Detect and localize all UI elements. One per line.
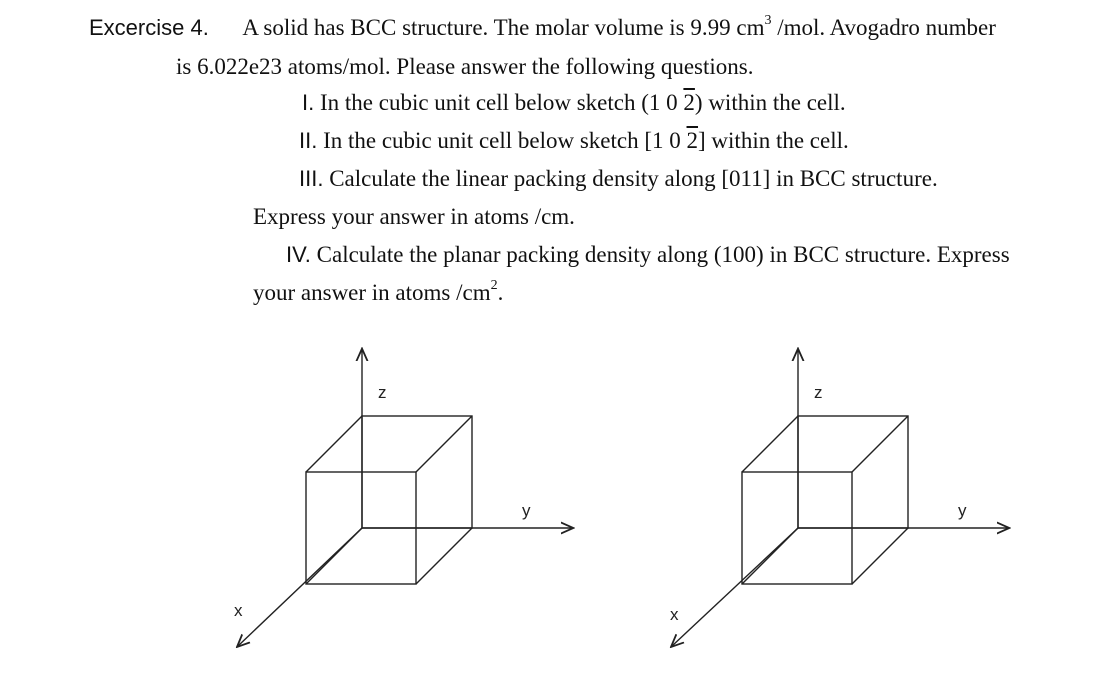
unit-cell-diagram-2: [658, 340, 1028, 660]
z-axis-label: z: [814, 383, 823, 402]
question-3-line2: Express your answer in atoms /cm.: [253, 204, 575, 229]
question-4: [286, 241, 1010, 269]
question-1: [302, 89, 846, 117]
question-3-numeral: III.: [299, 166, 324, 191]
question-1-bar-digit: 2: [683, 90, 695, 115]
question-1-text-before: In the cubic unit cell below sketch (1 0: [319, 90, 684, 115]
x-axis-label: x: [234, 601, 243, 620]
intro-text-tail: /mol. Avogadro number: [771, 15, 996, 40]
question-4-sup: 2: [490, 278, 498, 294]
intro-unit-sup: 3: [764, 13, 772, 29]
z-axis-label: z: [378, 383, 387, 402]
exercise-label: Excercise 4.: [89, 15, 209, 40]
x-axis: [672, 528, 798, 646]
question-4-text: Calculate the planar packing density along (100) in BCC structure. Express: [316, 242, 1010, 267]
question-4-line2-text: your answer in atoms /cm: [253, 280, 491, 305]
question-2: [299, 127, 849, 155]
question-3: [299, 165, 938, 193]
y-axis-label: y: [522, 501, 531, 520]
y-axis-label: y: [958, 501, 967, 520]
x-axis-label: x: [670, 605, 679, 624]
question-2-text-after: ] within the cell.: [698, 128, 849, 153]
question-1-numeral: I.: [302, 90, 315, 115]
exercise-intro-line2: is 6.022e23 atoms/mol. Please answer the following questions.: [176, 54, 754, 79]
unit-cell-diagram-1: [220, 340, 590, 660]
intro-text: A solid has BCC structure. The molar volume is 9.99 cm: [242, 15, 765, 40]
question-2-bar-digit: 2: [686, 128, 699, 153]
question-1-text-after: ) within the cell.: [694, 90, 846, 115]
question-4-tail: .: [497, 280, 504, 305]
question-2-numeral: II.: [299, 128, 318, 153]
question-4-line2: [253, 279, 503, 307]
question-3-text: Calculate the linear packing density along [011] in BCC structure.: [329, 166, 938, 191]
question-2-text-before: In the cubic unit cell below sketch [1 0: [323, 128, 687, 153]
question-4-numeral: IV.: [286, 242, 311, 267]
exercise-intro-line1: [89, 14, 996, 42]
